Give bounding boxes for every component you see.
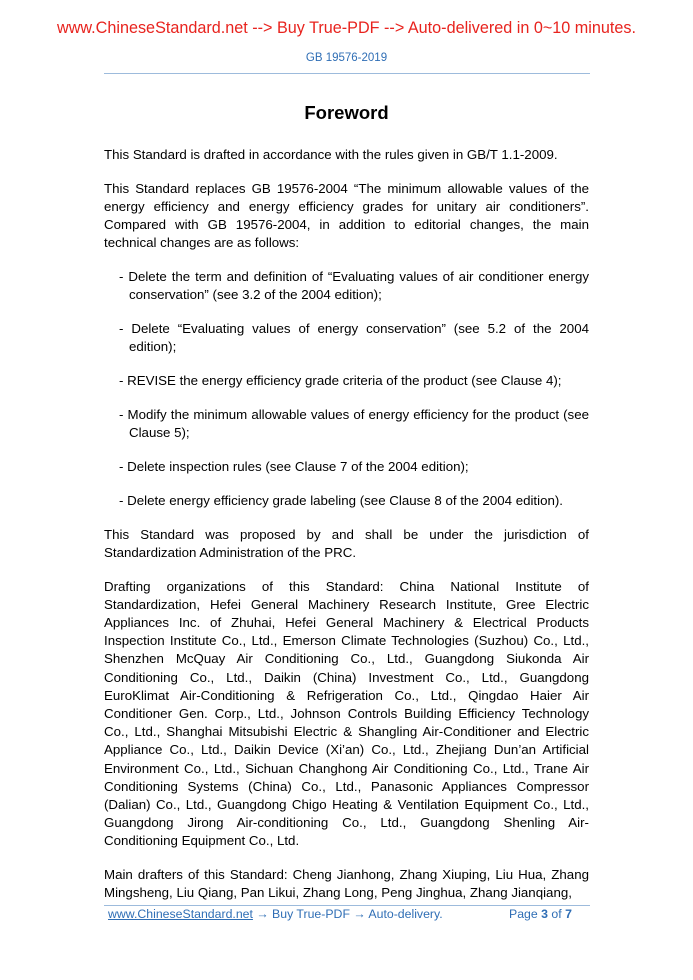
paragraph-drafting-rules: This Standard is drafted in accordance with the rules given in GB/T 1.1-2009. [104,147,558,162]
header-divider [104,73,590,74]
paragraph-jurisdiction: This Standard was proposed by and shall be under the jurisdiction of Standardization Administration of the PRC. [104,526,589,560]
footer-link[interactable]: www.ChineseStandard.net [108,907,253,921]
paragraph-drafting-organizations: Drafting organizations of this Standard: China National Institute of Standardization, Hefei General Machinery Research Institute, Gree Electric Appliances Inc. of Zhuhai, Hefei General Machinery & Electrical Products Inspection Institute Co., Ltd., Emerson Climate Technologies (Suzhou) Co., Ltd., Shenzhen McQuay Air Conditioning Co., Ltd., Guangdong Siukonda Air Conditioning Co., Ltd., Daikin (China) Investment Co., Ltd., Guangdong EuroKlimat Air-Conditioning & Refrigeration Co., Ltd., Qingdao Haier Air Conditioner Gen. Corp., Ltd., Johnson Controls Building Efficiency Technology Co., Ltd., Shanghai Mitsubishi Electric & Shangling Air-Conditioner and Electric Appliance Co., Ltd., Daikin Device (Xi’an) Co., Ltd., Zhejiang Dun’an Artificial Environment Co., Ltd., Sichuan Changhong Air Conditioning Co., Ltd., Trane Air Conditioning Systems (China) Co., Ltd., Panasonic Appliances Compressor (Dalian) Co., Ltd., Guangdong Chigo Heating & Ventilation Equipment Co., Ltd., Guangdong Jirong Air-conditioning Co., Ltd., Guangdong Shenling Air-Conditioning Equipment Co., Ltd. [104,578,589,849]
footer-promo-text: → Buy True-PDF → Auto-delivery. [252,907,443,921]
change-item: - Delete the term and definition of “Evaluating values of air conditioner energy conservation” (see 3.2 of the 2004 edition); [119,269,589,303]
page-title: Foreword [304,102,389,123]
change-item: - REVISE the energy efficiency grade criteria of the product (see Clause 4); [119,373,562,389]
paragraph-main-drafters: Main drafters of this Standard: Cheng Jianhong, Zhang Xiuping, Liu Hua, Zhang Mingsheng, Liu Qiang, Pan Likui, Zhang Long, Peng Jinghua, Zhang Jianqiang, [104,867,589,901]
change-item: - Modify the minimum allowable values of energy efficiency for the product (see Clause 5); [119,407,589,441]
promo-banner[interactable]: www.ChineseStandard.net --> Buy True-PDF --> Auto-delivered in 0~10 minutes. [57,19,636,37]
page-indicator [509,906,572,922]
footer-promo [108,906,443,922]
document-body [104,146,589,903]
change-item: - Delete “Evaluating values of energy conservation” (see 5.2 of the 2004 edition); [119,321,589,355]
page-total: 7 [565,907,572,921]
page-label: Page [509,907,538,921]
page-current: 3 [541,907,548,921]
change-item: - Delete energy efficiency grade labeling (see Clause 8 of the 2004 edition). [119,492,563,508]
change-item: - Delete inspection rules (see Clause 7 of the 2004 edition); [119,459,469,474]
paragraph-replacement: This Standard replaces GB 19576-2004 “The minimum allowable values of the energy efficiency and energy efficiency grades for unitary air conditioners”. Compared with GB 19576-2004, in addition to editorial changes, the main technical changes are as follows: [104,180,589,251]
standard-code: GB 19576-2019 [305,52,388,64]
page-of: of [551,907,562,921]
